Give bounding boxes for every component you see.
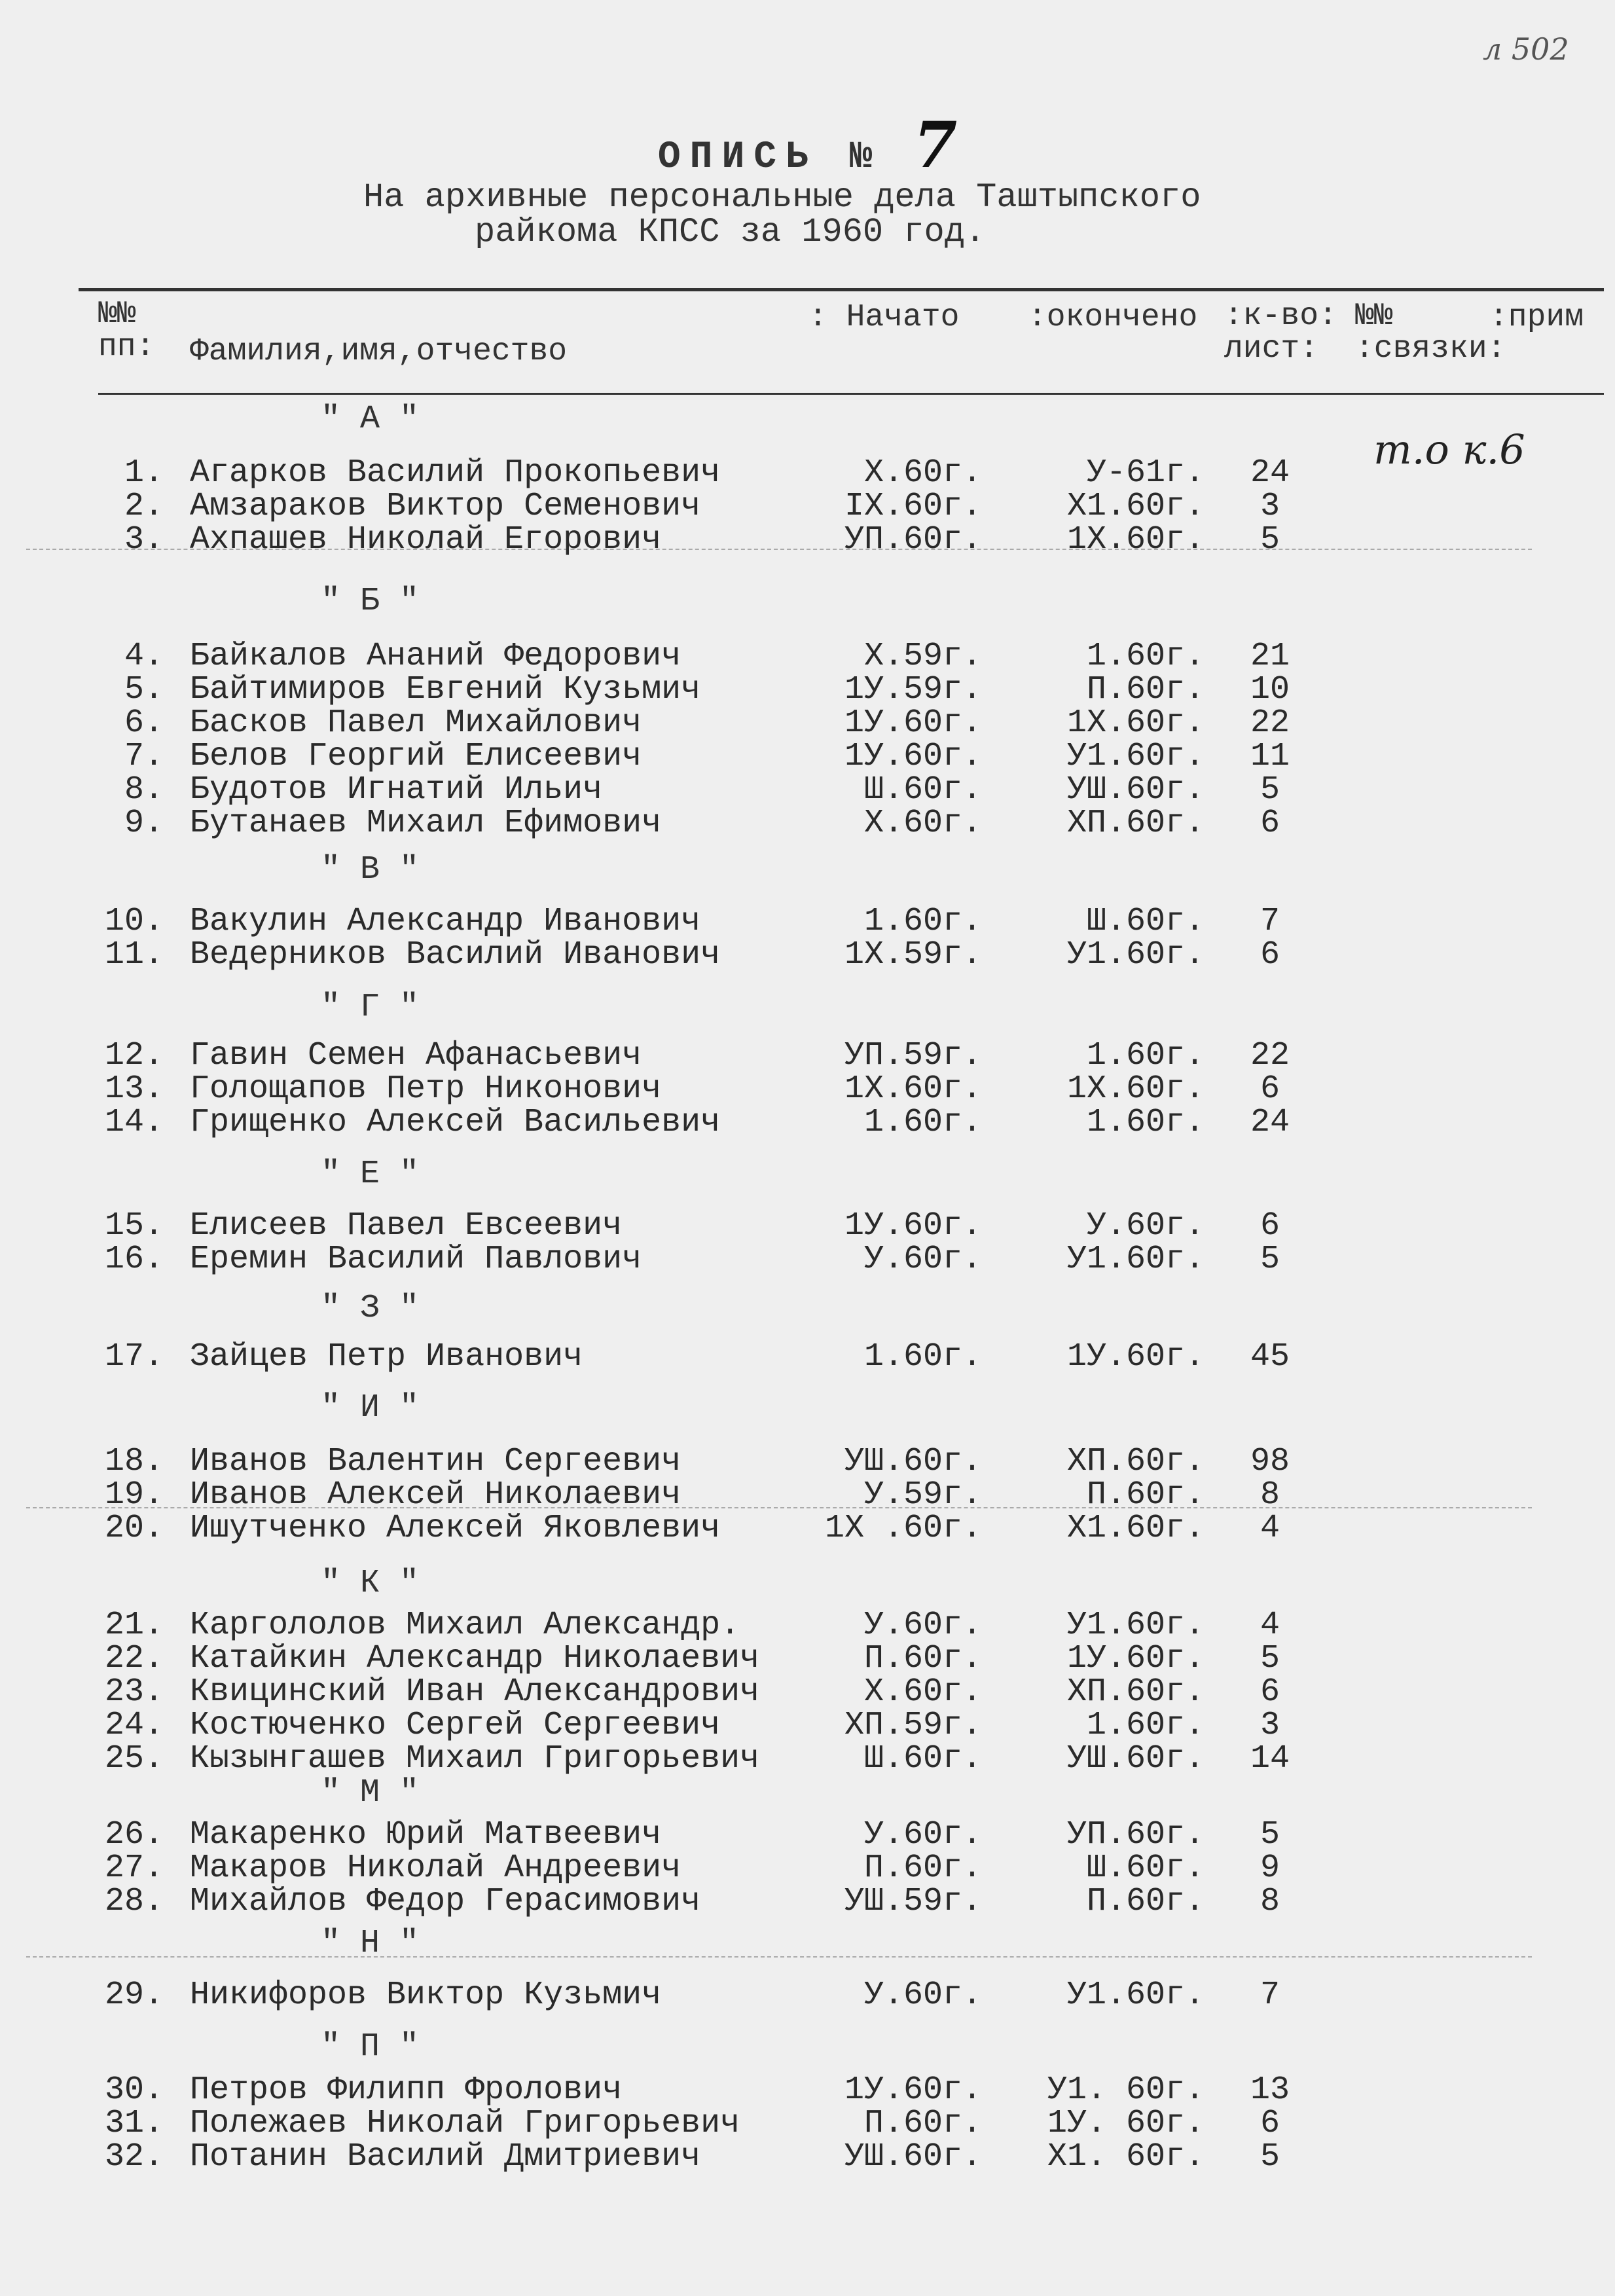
- list-item: [0, 1477, 1615, 1514]
- date-started: УШ.59г.: [844, 1883, 982, 1920]
- item-number: 15.: [104, 1207, 164, 1245]
- title-number: 7: [913, 108, 958, 182]
- col-header-name: Фамилия,имя,отчество: [190, 334, 568, 369]
- date-started: 1.60г.: [863, 1104, 982, 1141]
- person-name: Байтимиров Евгений Кузьмич: [190, 671, 701, 708]
- person-name: Вакулин Александр Иванович: [190, 903, 701, 940]
- date-started: У.60г.: [863, 1241, 982, 1278]
- item-number: 31.: [104, 2105, 164, 2142]
- list-item: [0, 772, 1615, 809]
- date-started: 1.60г.: [863, 903, 982, 940]
- sheet-count: 45: [1250, 1338, 1290, 1376]
- person-name: Будотов Игнатий Ильич: [190, 771, 603, 809]
- sheet-count: 10: [1250, 671, 1290, 708]
- list-item: [0, 1641, 1615, 1677]
- margin-note: т.о к.6: [1373, 426, 1525, 473]
- person-name: Катайкин Александр Николаевич: [190, 1640, 760, 1677]
- person-name: Иванов Алексей Николаевич: [190, 1476, 681, 1514]
- list-item: [0, 1071, 1615, 1108]
- date-started: У.59г.: [863, 1476, 982, 1514]
- person-name: Ведерников Василий Иванович: [190, 936, 721, 974]
- item-number: 10.: [104, 903, 164, 940]
- item-number: 3.: [124, 521, 164, 558]
- date-started: П.60г.: [863, 2105, 982, 2142]
- sheet-count: 24: [1250, 1104, 1290, 1141]
- date-ended: 1Х.60г.: [1066, 521, 1205, 558]
- sheet-count: 24: [1250, 454, 1290, 492]
- date-started: УШ.60г.: [844, 1443, 982, 1480]
- item-number: 32.: [104, 2138, 164, 2176]
- person-name: Басков Павел Михайлович: [190, 704, 642, 742]
- date-ended: Ш.60г.: [1086, 1850, 1205, 1887]
- sheet-count: 8: [1260, 1883, 1280, 1920]
- item-number: 11.: [104, 936, 164, 974]
- list-item: [0, 455, 1615, 492]
- person-name: Макаров Николай Андреевич: [190, 1850, 681, 1887]
- person-name: Иванов Валентин Сергеевич: [190, 1443, 681, 1480]
- sheet-count: 5: [1260, 771, 1280, 809]
- date-ended: 1.60г.: [1086, 1707, 1205, 1744]
- list-item: [0, 705, 1615, 742]
- date-started: 1У.60г.: [844, 704, 982, 742]
- sheet-count: 5: [1260, 2138, 1280, 2176]
- list-item: [0, 1741, 1615, 1777]
- date-ended: У1.60г.: [1066, 936, 1205, 974]
- date-started: УП.60г.: [844, 521, 982, 558]
- list-item: [0, 738, 1615, 775]
- date-ended: 1У. 60г.: [1047, 2105, 1205, 2142]
- sheet-count: 7: [1260, 903, 1280, 940]
- person-name: Амзараков Виктор Семенович: [190, 488, 701, 525]
- person-name: Бутанаев Михаил Ефимович: [190, 805, 662, 842]
- col-header-note: :прим: [1489, 300, 1584, 335]
- list-item: [0, 1674, 1615, 1711]
- date-ended: 1Х.60г.: [1066, 1070, 1205, 1108]
- item-number: 22.: [104, 1640, 164, 1677]
- person-name: Ахпашев Николай Егорович: [190, 521, 662, 558]
- date-started: У.60г.: [863, 1977, 982, 2014]
- person-name: Елисеев Павел Евсеевич: [190, 1207, 623, 1245]
- date-ended: У1.60г.: [1066, 1241, 1205, 1278]
- date-ended: У.60г.: [1086, 1207, 1205, 1245]
- date-ended: У-61г.: [1086, 454, 1205, 492]
- item-number: 6.: [124, 704, 164, 742]
- date-started: ХП.59г.: [844, 1707, 982, 1744]
- item-number: 20.: [104, 1510, 164, 1547]
- list-item: [0, 1977, 1615, 2014]
- section-letter: " Б ": [321, 583, 420, 620]
- item-number: 27.: [104, 1850, 164, 1887]
- subtitle-line-2: райкома КПСС за 1960 год.: [475, 213, 986, 251]
- date-ended: Х1. 60г.: [1047, 2138, 1205, 2176]
- list-item: [0, 1339, 1615, 1376]
- section-letter: " А ": [321, 401, 420, 438]
- date-ended: 1.60г.: [1086, 1104, 1205, 1141]
- date-ended: 1.60г.: [1086, 1037, 1205, 1074]
- section-letter: " К ": [321, 1565, 420, 1602]
- person-name: Зайцев Петр Иванович: [190, 1338, 583, 1376]
- person-name: Голощапов Петр Никонович: [190, 1070, 662, 1108]
- date-started: 1Х.59г.: [844, 936, 982, 974]
- item-number: 28.: [104, 1883, 164, 1920]
- person-name: Гавин Семен Афанасьевич: [190, 1037, 642, 1074]
- section-letter: " П ": [321, 2028, 420, 2066]
- list-item: [0, 2105, 1615, 2142]
- section-letter: " В ": [321, 851, 420, 888]
- person-name: Михайлов Федор Герасимович: [190, 1883, 701, 1920]
- person-name: Петров Филипп Фролович: [190, 2071, 623, 2109]
- item-number: 16.: [104, 1241, 164, 1278]
- item-number: 4.: [124, 638, 164, 675]
- person-name: Агарков Василий Прокопьевич: [190, 454, 721, 492]
- sheet-count: 6: [1260, 2105, 1280, 2142]
- person-name: Макаренко Юрий Матвеевич: [190, 1816, 662, 1853]
- list-item: [0, 1850, 1615, 1887]
- date-ended: У1.60г.: [1066, 1977, 1205, 2014]
- list-item: [0, 903, 1615, 940]
- col-header-count: :к-во: лист:: [1224, 299, 1337, 367]
- date-ended: УШ.60г.: [1066, 1740, 1205, 1777]
- item-number: 17.: [104, 1338, 164, 1376]
- item-number: 14.: [104, 1104, 164, 1141]
- list-item: [0, 1510, 1615, 1547]
- item-number: 29.: [104, 1977, 164, 2014]
- list-item: [0, 1038, 1615, 1074]
- date-ended: 1У.60г.: [1066, 1640, 1205, 1677]
- sheet-count: 6: [1260, 936, 1280, 974]
- item-number: 26.: [104, 1816, 164, 1853]
- list-item: [0, 488, 1615, 525]
- date-ended: УП.60г.: [1066, 1816, 1205, 1853]
- sheet-count: 4: [1260, 1510, 1280, 1547]
- person-name: Каргололов Михаил Александр.: [190, 1607, 740, 1644]
- date-ended: Ш.60г.: [1086, 903, 1205, 940]
- date-started: П.60г.: [863, 1850, 982, 1887]
- item-number: 1.: [124, 454, 164, 492]
- date-started: 1У.59г.: [844, 671, 982, 708]
- person-name: Грищенко Алексей Васильевич: [190, 1104, 721, 1141]
- item-number: 12.: [104, 1037, 164, 1074]
- person-name: Квицинский Иван Александрович: [190, 1673, 760, 1711]
- date-started: У.60г.: [863, 1816, 982, 1853]
- list-item: [0, 2072, 1615, 2109]
- item-number: 25.: [104, 1740, 164, 1777]
- date-started: Х.60г.: [863, 1673, 982, 1711]
- date-started: 1Х .60г.: [824, 1510, 982, 1547]
- date-ended: ХП.60г.: [1066, 1673, 1205, 1711]
- date-ended: П.60г.: [1086, 671, 1205, 708]
- list-item: [0, 1104, 1615, 1141]
- col-header-bundle: №№ :связки:: [1355, 299, 1506, 367]
- sheet-count: 5: [1260, 1241, 1280, 1278]
- item-number: 24.: [104, 1707, 164, 1744]
- date-started: Х.60г.: [863, 805, 982, 842]
- section-letter: " З ": [321, 1290, 420, 1327]
- list-item: [0, 1607, 1615, 1644]
- sheet-count: 8: [1260, 1476, 1280, 1514]
- list-item: [0, 522, 1615, 558]
- date-started: У.60г.: [863, 1607, 982, 1644]
- date-ended: ХП.60г.: [1066, 805, 1205, 842]
- person-name: Полежаев Николай Григорьевич: [190, 2105, 740, 2142]
- section-letter: " Е ": [321, 1156, 420, 1193]
- sheet-count: 6: [1260, 1673, 1280, 1711]
- date-ended: У1.60г.: [1066, 1607, 1205, 1644]
- section-letter: " М ": [321, 1774, 420, 1812]
- date-started: 1У.60г.: [844, 2071, 982, 2109]
- col-header-no: №№ пп:: [98, 297, 155, 365]
- date-ended: Х1.60г.: [1066, 1510, 1205, 1547]
- person-name: Ишутченко Алексей Яковлевич: [190, 1510, 721, 1547]
- date-started: 1Х.60г.: [844, 1070, 982, 1108]
- list-item: [0, 1707, 1615, 1744]
- archive-page-number: л 502: [1483, 31, 1569, 67]
- date-ended: У1.60г.: [1066, 738, 1205, 775]
- date-started: Х.59г.: [863, 638, 982, 675]
- item-number: 5.: [124, 671, 164, 708]
- list-item: [0, 805, 1615, 842]
- date-started: IХ.60г.: [844, 488, 982, 525]
- sheet-count: 6: [1260, 1207, 1280, 1245]
- date-ended: ХП.60г.: [1066, 1443, 1205, 1480]
- date-started: П.60г.: [863, 1640, 982, 1677]
- date-started: УШ.60г.: [844, 2138, 982, 2176]
- date-started: 1У.60г.: [844, 738, 982, 775]
- item-number: 19.: [104, 1476, 164, 1514]
- person-name: Костюченко Сергей Сергеевич: [190, 1707, 721, 1744]
- sheet-count: 5: [1260, 1640, 1280, 1677]
- date-started: 1.60г.: [863, 1338, 982, 1376]
- item-number: 23.: [104, 1673, 164, 1711]
- sheet-count: 5: [1260, 1816, 1280, 1853]
- date-ended: Х1.60г.: [1066, 488, 1205, 525]
- item-number: 13.: [104, 1070, 164, 1108]
- col-header-start: : Начато: [808, 300, 960, 335]
- section-letter: " Н ": [321, 1925, 420, 1962]
- sheet-count: 6: [1260, 1070, 1280, 1108]
- date-started: 1У.60г.: [844, 1207, 982, 1245]
- sheet-count: 13: [1250, 2071, 1290, 2109]
- person-name: Еремин Василий Павлович: [190, 1241, 642, 1278]
- subtitle-line-1: На архивные персональные дела Таштыпского: [363, 178, 1201, 217]
- date-ended: П.60г.: [1086, 1883, 1205, 1920]
- section-letter: " И ": [321, 1389, 420, 1427]
- list-item: [0, 1241, 1615, 1278]
- sheet-count: 3: [1260, 488, 1280, 525]
- person-name: Потанин Василий Дмитриевич: [190, 2138, 701, 2176]
- date-started: Ш.60г.: [863, 771, 982, 809]
- list-item: [0, 937, 1615, 974]
- person-name: Кызынгашев Михаил Григорьевич: [190, 1740, 760, 1777]
- person-name: Байкалов Ананий Федорович: [190, 638, 681, 675]
- list-item: [0, 1208, 1615, 1245]
- sheet-count: 5: [1260, 521, 1280, 558]
- sheet-count: 7: [1260, 1977, 1280, 2014]
- sheet-count: 98: [1250, 1443, 1290, 1480]
- date-ended: П.60г.: [1086, 1476, 1205, 1514]
- date-started: Ш.60г.: [863, 1740, 982, 1777]
- sheet-count: 22: [1250, 1037, 1290, 1074]
- list-item: [0, 672, 1615, 708]
- item-number: 2.: [124, 488, 164, 525]
- list-item: [0, 638, 1615, 675]
- date-ended: УШ.60г.: [1066, 771, 1205, 809]
- list-item: [0, 1884, 1615, 1920]
- title-label: ОПИСЬ №: [657, 136, 882, 179]
- date-ended: 1У.60г.: [1066, 1338, 1205, 1376]
- item-number: 7.: [124, 738, 164, 775]
- sheet-count: 21: [1250, 638, 1290, 675]
- sheet-count: 14: [1250, 1740, 1290, 1777]
- date-ended: 1.60г.: [1086, 638, 1205, 675]
- item-number: 9.: [124, 805, 164, 842]
- item-number: 18.: [104, 1443, 164, 1480]
- sheet-count: 4: [1260, 1607, 1280, 1644]
- date-started: УП.59г.: [844, 1037, 982, 1074]
- person-name: Никифоров Виктор Кузьмич: [190, 1977, 662, 2014]
- item-number: 30.: [104, 2071, 164, 2109]
- date-ended: У1. 60г.: [1047, 2071, 1205, 2109]
- list-item: [0, 2139, 1615, 2176]
- date-ended: 1Х.60г.: [1066, 704, 1205, 742]
- sheet-count: 22: [1250, 704, 1290, 742]
- item-number: 21.: [104, 1607, 164, 1644]
- sheet-count: 11: [1250, 738, 1290, 775]
- sheet-count: 6: [1260, 805, 1280, 842]
- sheet-count: 9: [1260, 1850, 1280, 1887]
- list-item: [0, 1817, 1615, 1853]
- list-item: [0, 1444, 1615, 1480]
- item-number: 8.: [124, 771, 164, 809]
- section-letter: " Г ": [321, 989, 420, 1026]
- person-name: Белов Георгий Елисеевич: [190, 738, 642, 775]
- col-header-end: :окончено: [1028, 300, 1198, 335]
- sheet-count: 3: [1260, 1707, 1280, 1744]
- date-started: Х.60г.: [863, 454, 982, 492]
